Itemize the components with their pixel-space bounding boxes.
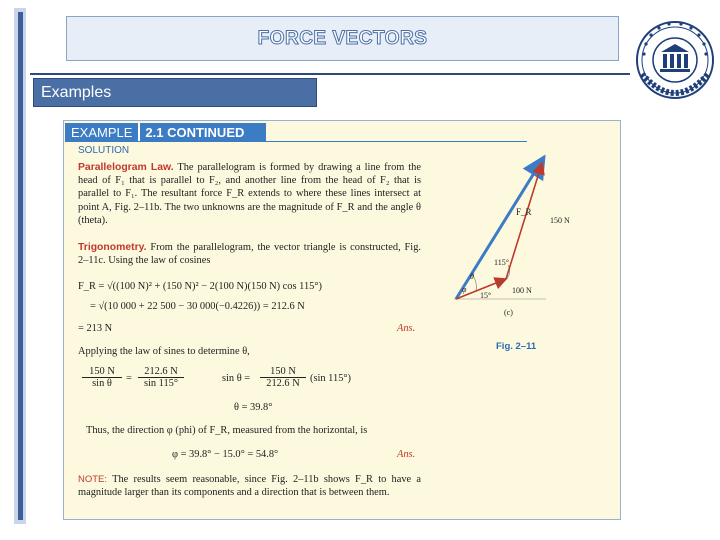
slide-title: FORCE VECTORS (257, 27, 428, 49)
note-paragraph (78, 473, 421, 499)
sines-left-denominator: sin θ (92, 378, 112, 389)
phi-equation: φ = 39.8° − 15.0° = 54.8° (172, 449, 279, 460)
vector-triangle-figure (446, 149, 576, 349)
sines-equals: = (126, 373, 132, 384)
sin-theta-tail: (sin 115°) (310, 373, 351, 384)
note-label: NOTE: (78, 474, 108, 485)
sin-theta-fraction (260, 366, 306, 389)
parallelogram-text: The parallelogram is formed by drawing a line from the head of F₁ that is parallel to F₂, and another line from the head of F₂ that is parallel to F₁. The resultant force F_R extends to where these lines intersect at point A, Fig. 2–11b. The two unknowns are the magnitude of F_R and the angle θ (theta). (78, 162, 421, 226)
cosine-law-line-2: = √(10 000 + 22 500 − 30 000(−0.4226)) = 212.6 N (90, 301, 305, 312)
title-box (66, 16, 619, 61)
example-header-rule (65, 141, 527, 142)
sines-left-fraction (82, 366, 122, 389)
sin-theta-numerator: 150 N (260, 366, 306, 378)
parallelogram-paragraph (78, 161, 421, 227)
example-panel (63, 120, 621, 520)
example-label: EXAMPLE (65, 123, 138, 141)
parallelogram-heading: Parallelogram Law. (78, 162, 174, 173)
figure-sub-label: (c) (504, 308, 513, 317)
trigonometry-text: From the parallelogram, the vector triangle is constructed, Fig. 2–11c. Using the law of cosines (78, 242, 421, 267)
resultant-label: F_R (516, 207, 532, 217)
sin-theta-denominator: 212.6 N (266, 378, 300, 389)
cosine-law-line-1: F_R = √((100 N)² + (150 N)² − 2(100 N)(150 N) cos 115°) (78, 281, 322, 292)
base-100n-label: 100 N (512, 286, 532, 295)
example-number: 2.1 CONTINUED (140, 123, 266, 141)
solution-label: SOLUTION (78, 145, 130, 156)
section-label-box (33, 78, 317, 107)
section-label: Examples (41, 83, 112, 101)
trigonometry-paragraph (78, 241, 421, 267)
figure-caption: Fig. 2–11 (496, 341, 537, 352)
theta-result: θ = 39.8° (234, 402, 273, 413)
note-text: The results seem reasonable, since Fig. 2–11b shows F_R to have a magnitude larger than its components and a direction that is between them. (78, 474, 421, 499)
cosine-law-line-3: = 213 N (78, 323, 113, 334)
angle-115-label: 115° (494, 258, 509, 267)
law-of-sines-intro: Applying the law of sines to determine θ, (78, 346, 250, 357)
university-seal-logo (632, 14, 718, 112)
title-divider (30, 73, 630, 75)
theta-symbol: θ (470, 272, 474, 281)
force-150n-arrow (506, 163, 542, 279)
sines-right-fraction (138, 366, 184, 389)
sines-right-denominator: sin 115° (143, 378, 179, 389)
phi-answer-tag: Ans. (397, 449, 416, 460)
example-header (65, 123, 266, 141)
sin-theta-label: sin θ = (222, 373, 251, 384)
angle-15-label: 15° (480, 291, 492, 300)
sines-right-numerator: 212.6 N (138, 366, 184, 378)
phi-symbol: φ (462, 285, 467, 294)
direction-statement: Thus, the direction φ (phi) of F_R, measured from the horizontal, is (86, 425, 368, 436)
sines-left-numerator: 150 N (82, 366, 122, 378)
side-150n-label: 150 N (550, 216, 570, 225)
trigonometry-heading: Trigonometry. (78, 242, 147, 253)
left-accent-bar-inner (18, 12, 23, 520)
cosine-answer-tag: Ans. (397, 323, 416, 334)
